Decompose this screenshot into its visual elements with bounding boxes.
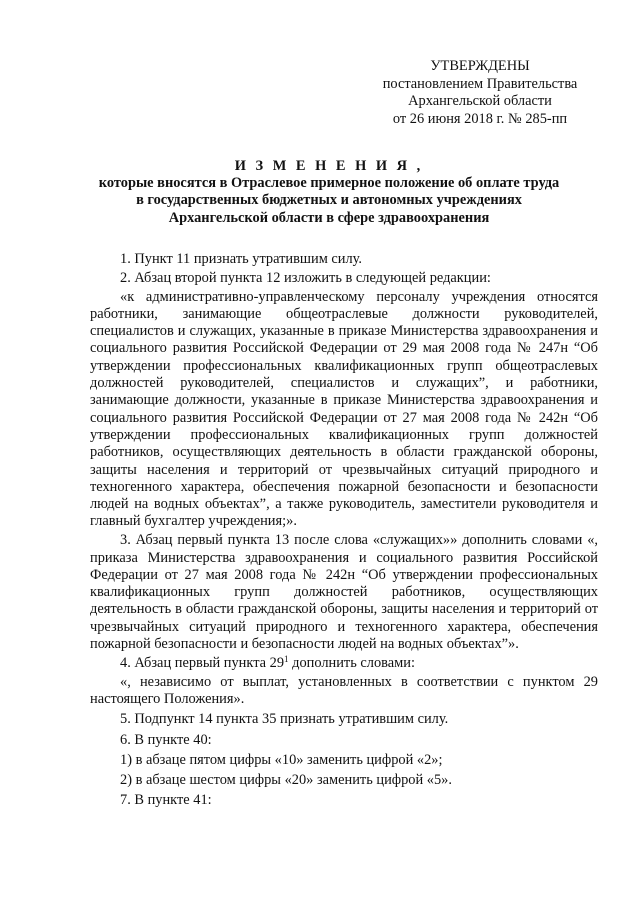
approval-title: УТВЕРЖДЕНЫ xyxy=(430,58,530,74)
item-6: 6. В пункте 40: xyxy=(120,731,212,748)
heading-subtitle-line-2: в государственных бюджетных и автономных учреждениях xyxy=(136,192,522,209)
item-6-subitem-2: 2) в абзаце шестом цифры «20» заменить цифрой «5». xyxy=(120,772,452,789)
document-heading xyxy=(80,158,578,227)
heading-title: И З М Е Н Е Н И Я , xyxy=(234,158,424,174)
item-4 xyxy=(90,655,598,672)
item-4-text: 4. Абзац первый пункта 29 xyxy=(120,654,285,671)
approval-region-line: Архангельской области xyxy=(408,93,552,109)
item-6-subitem-1: 1) в абзаце пятом цифры «10» заменить цифрой «2»; xyxy=(120,751,443,768)
item-4-text-end: дополнить словами: xyxy=(288,654,415,671)
heading-subtitle-line-3: Архангельской области в сфере здравоохранения xyxy=(168,209,490,226)
item-4-quote: «, независимо от выплат, установленных в соответствии с пунктом 29 настоящего Положения». xyxy=(90,673,598,707)
item-5: 5. Подпункт 14 пункта 35 признать утратившим силу. xyxy=(120,711,449,728)
approval-date-number: от 26 июня 2018 г. № 285-пп xyxy=(392,110,568,127)
item-1: 1. Пункт 11 признать утратившим силу. xyxy=(120,251,363,267)
item-3: 3. Абзац первый пункта 13 после слова «служащих»» дополнить словами «, приказа Министерства здравоохранения и социального развития Российской Федерации от 27 мая 2008 года № 242н “Об утверждении профессиональных квалификационных групп должностей работников, осуществляющих деятельность в области гражданской обороны, защиты населения и территорий от чрезвычайных ситуаций природного и техногенного характера, обеспечения пожарной безопасности и безопасности людей на водных объектах”». xyxy=(90,532,598,653)
item-4-superscript: 1 xyxy=(284,653,289,664)
approval-resolution-line: постановлением Правительства xyxy=(382,75,578,92)
heading-subtitle-line-1: которые вносятся в Отраслевое примерное положение об оплате труда xyxy=(98,175,560,192)
item-2: 2. Абзац второй пункта 12 изложить в следующей редакции: xyxy=(120,269,491,286)
document-body xyxy=(90,251,598,810)
item-7: 7. В пункте 41: xyxy=(120,792,212,809)
approval-block xyxy=(360,58,600,128)
item-2-quote: «к административно-управленческому персоналу учреждения относятся работники, занимающие общеотраслевые должности руководителей, специалистов и служащих, указанные в приказе Министерства здравоохранения и социального развития Российской Федерации от 29 мая 2008 года № 247н “Об утверждении профессиональных квалификационных групп общеотраслевых должностей руководителей, специалистов и служащих”, и работники, занимающие должности, указанные в приказе Министерства здравоохранения и социального развития Российской Федерации от 27 мая 2008 года № 242н “Об утверждении профессиональных квалификационных групп должностей работников, осуществляющих деятельность в области гражданской обороны, защиты населения и территорий от чрезвычайных ситуаций природного и техногенного характера, обеспечения пожарной безопасности и безопасности людей на водных объектах”, а также руководитель, заместители руководителя и главный бухгалтер учреждения;». xyxy=(90,288,598,530)
